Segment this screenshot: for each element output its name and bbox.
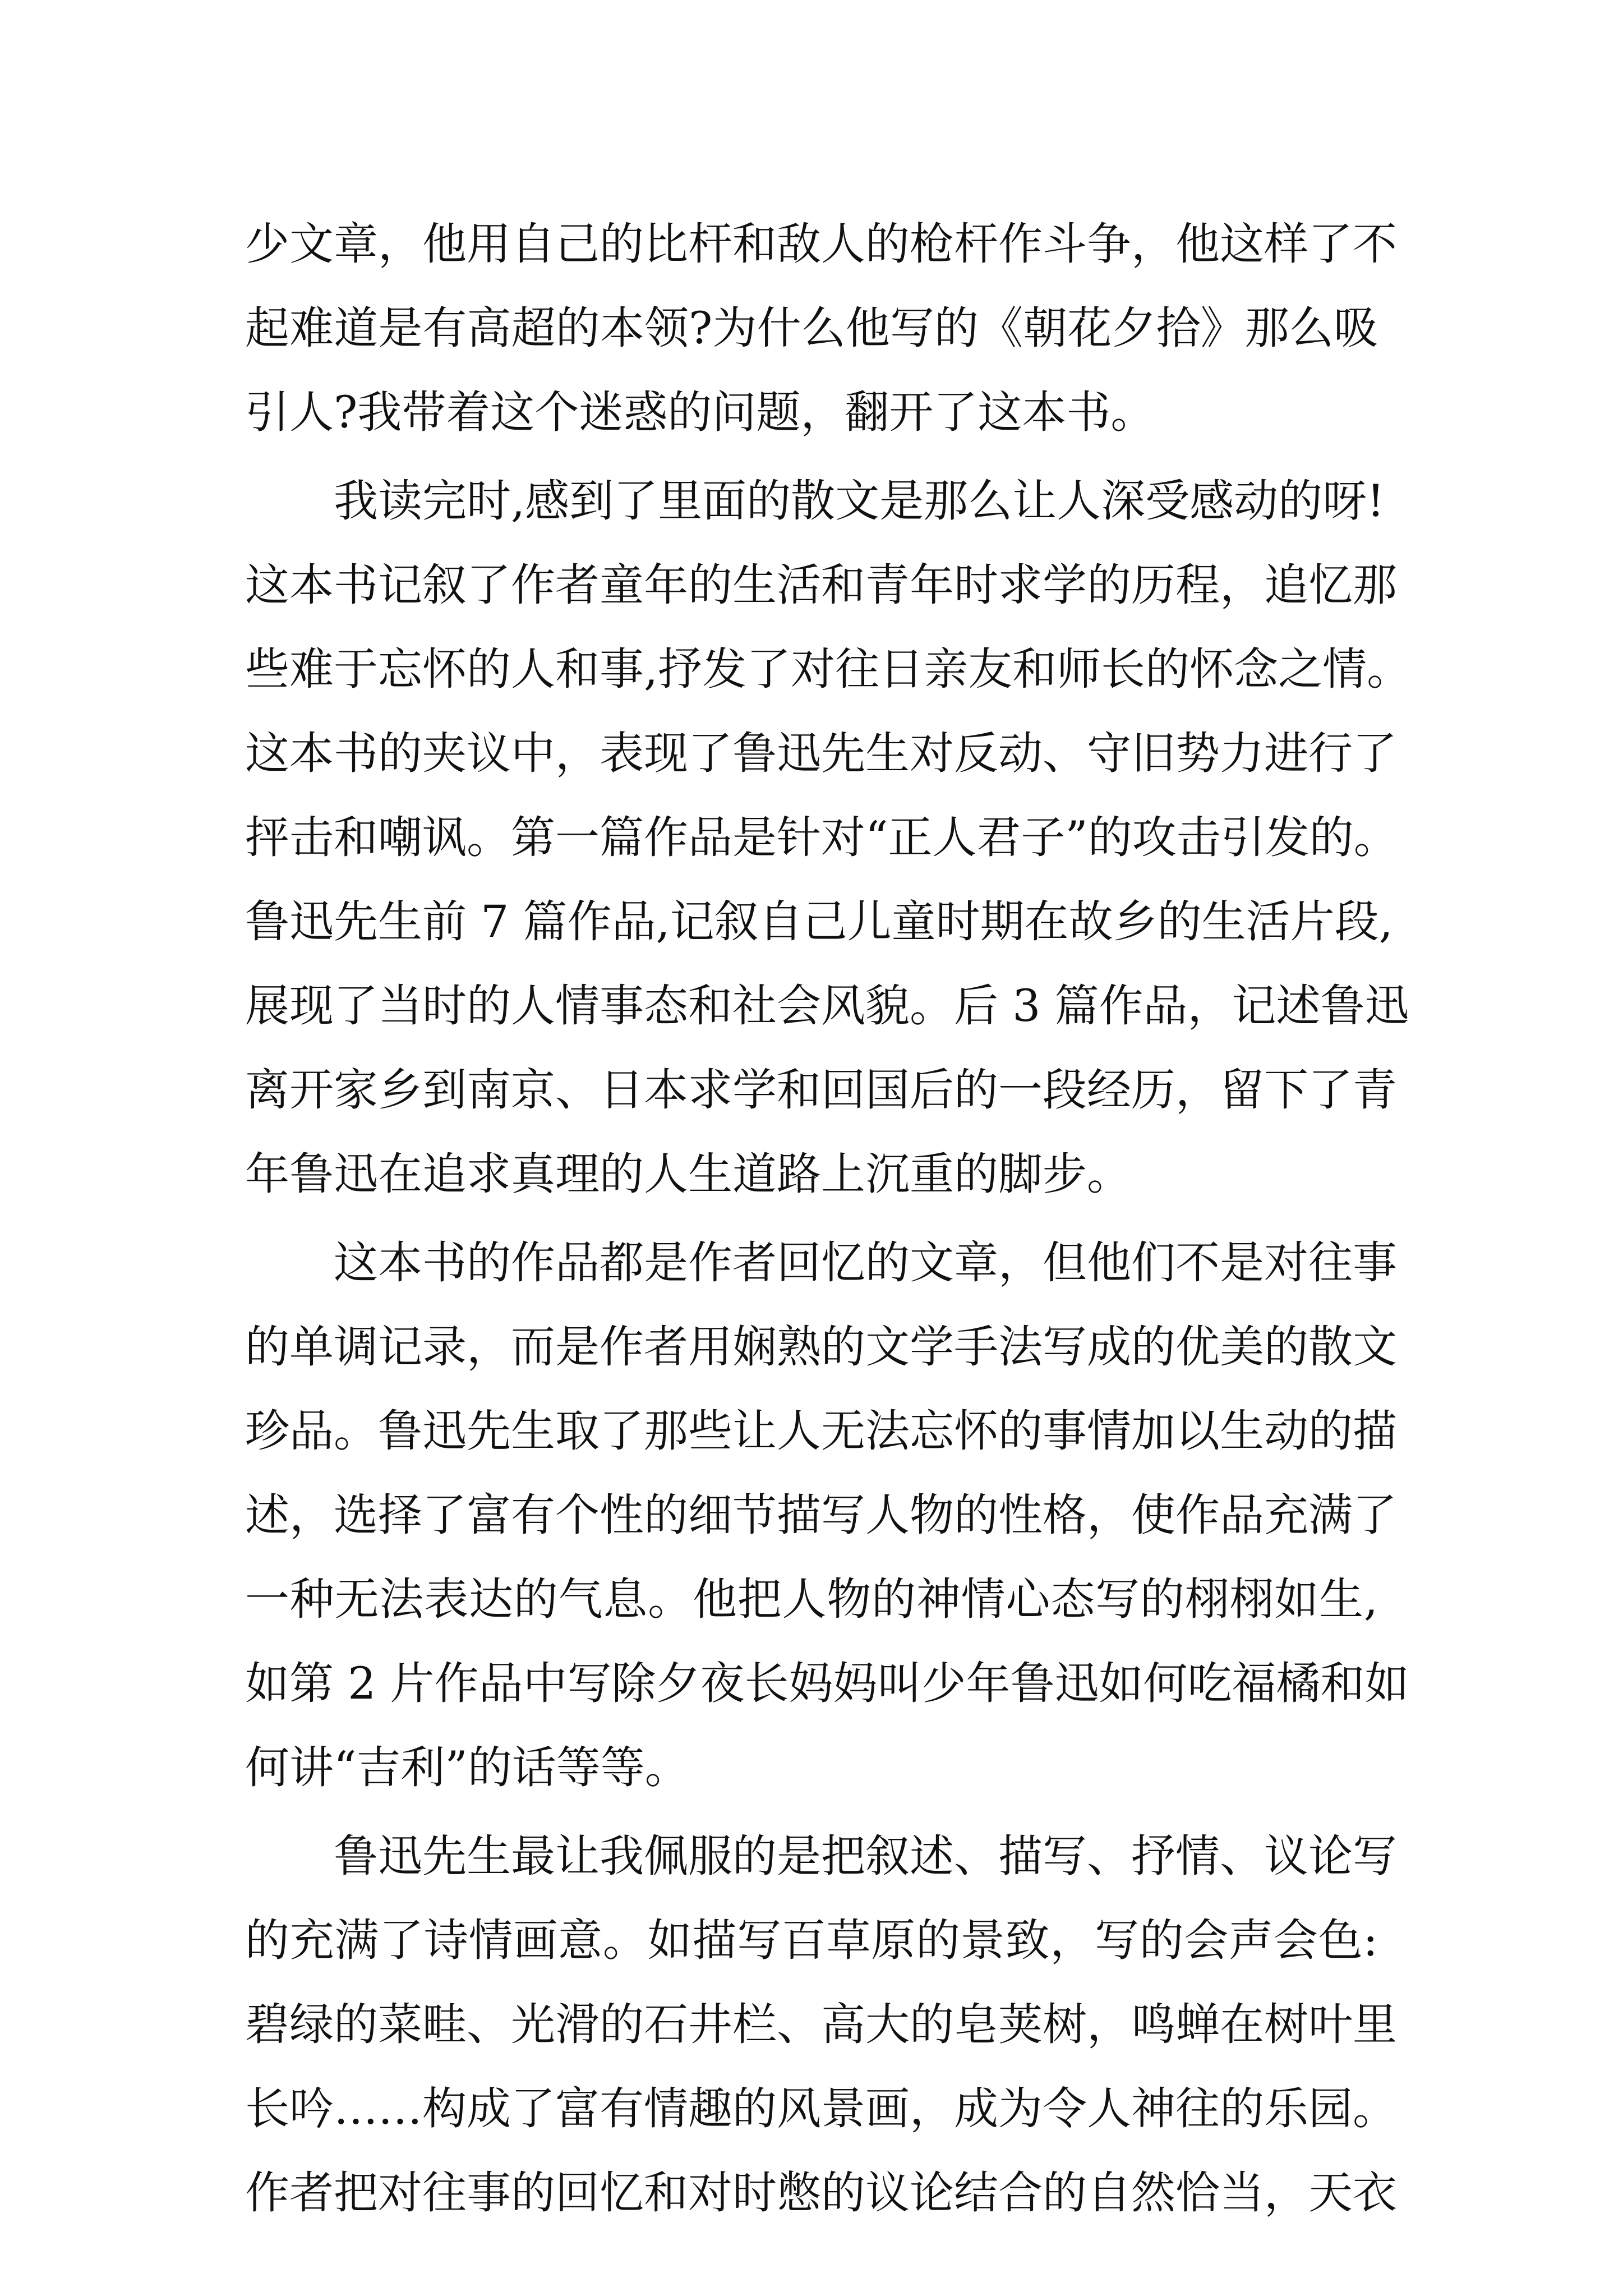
text-line: 鲁迅先生前 7 篇作品,记叙自己儿童时期在故乡的生活片段,: [245, 896, 1393, 947]
paragraph: [245, 202, 1397, 454]
text-line: 鲁迅先生最让我佩服的是把叙述、描写、抒情、议论写: [334, 1830, 1397, 1882]
text-line: 珍品。鲁迅先生取了那些让人无法忘怀的事情加以生动的描: [245, 1405, 1397, 1457]
text-line: 起难道是有高超的本领?为什么他写的《朝花夕拾》那么吸: [245, 302, 1378, 354]
paragraph: [245, 1814, 1397, 2235]
text-line: 如第 2 片作品中写除夕夜长妈妈叫少年鲁迅如何吃福橘和如: [245, 1658, 1409, 1709]
text-line: 一种无法表达的气息。他把人物的神情心态写的栩栩如生,: [245, 1573, 1378, 1625]
text-line: 我读完时,感到了里面的散文是那么让人深受感动的呀!: [334, 475, 1385, 527]
text-line: 离开家乡到南京、日本求学和回国后的一段经历，留下了青: [245, 1064, 1397, 1116]
text-line: 作者把对往事的回忆和对时憋的议论结合的自然恰当，天衣: [245, 2167, 1397, 2219]
text-line: 的充满了诗情画意。如描写百草原的景致，写的会声会色:: [245, 1915, 1378, 1966]
body-text: [245, 202, 1412, 2235]
text-line: 少文章，他用自己的比杆和敌人的枪杆作斗争，他这样了不: [245, 218, 1397, 270]
text-line: 这本书记叙了作者童年的生活和青年时求学的历程，追忆那: [245, 559, 1397, 611]
text-line: 的单调记录，而是作者用娴熟的文学手法写成的优美的散文: [245, 1321, 1397, 1373]
text-line: 长吟……构成了富有情趣的风景画，成为令人神往的乐园。: [245, 2083, 1397, 2134]
text-line: 引人?我带着这个迷惑的问题，翻开了这本书。: [245, 386, 1155, 438]
text-line: 些难于忘怀的人和事,抒发了对往日亲友和师长的怀念之情。: [245, 643, 1412, 695]
text-line: 何讲“吉利”的话等等。: [245, 1742, 689, 1793]
paragraph: [245, 1221, 1409, 1810]
paragraph: [245, 459, 1412, 1216]
text-line: 抨击和嘲讽。第一篇作品是针对“正人君子”的攻击引发的。: [245, 812, 1398, 863]
text-line: 述，选择了富有个性的细节描写人物的性格，使作品充满了: [245, 1489, 1397, 1541]
text-line: 这本书的作品都是作者回忆的文章，但他们不是对往事: [334, 1237, 1397, 1289]
text-line: 碧绿的菜畦、光滑的石井栏、高大的皂荚树，鸣蝉在树叶里: [245, 1999, 1397, 2050]
text-line: 年鲁迅在追求真理的人生道路上沉重的脚步。: [245, 1148, 1131, 1200]
text-line: 展现了当时的人情事态和社会风貌。后 3 篇作品，记述鲁迅: [245, 980, 1409, 1032]
text-line: 这本书的夹议中，表现了鲁迅先生对反动、守旧势力进行了: [245, 728, 1397, 779]
